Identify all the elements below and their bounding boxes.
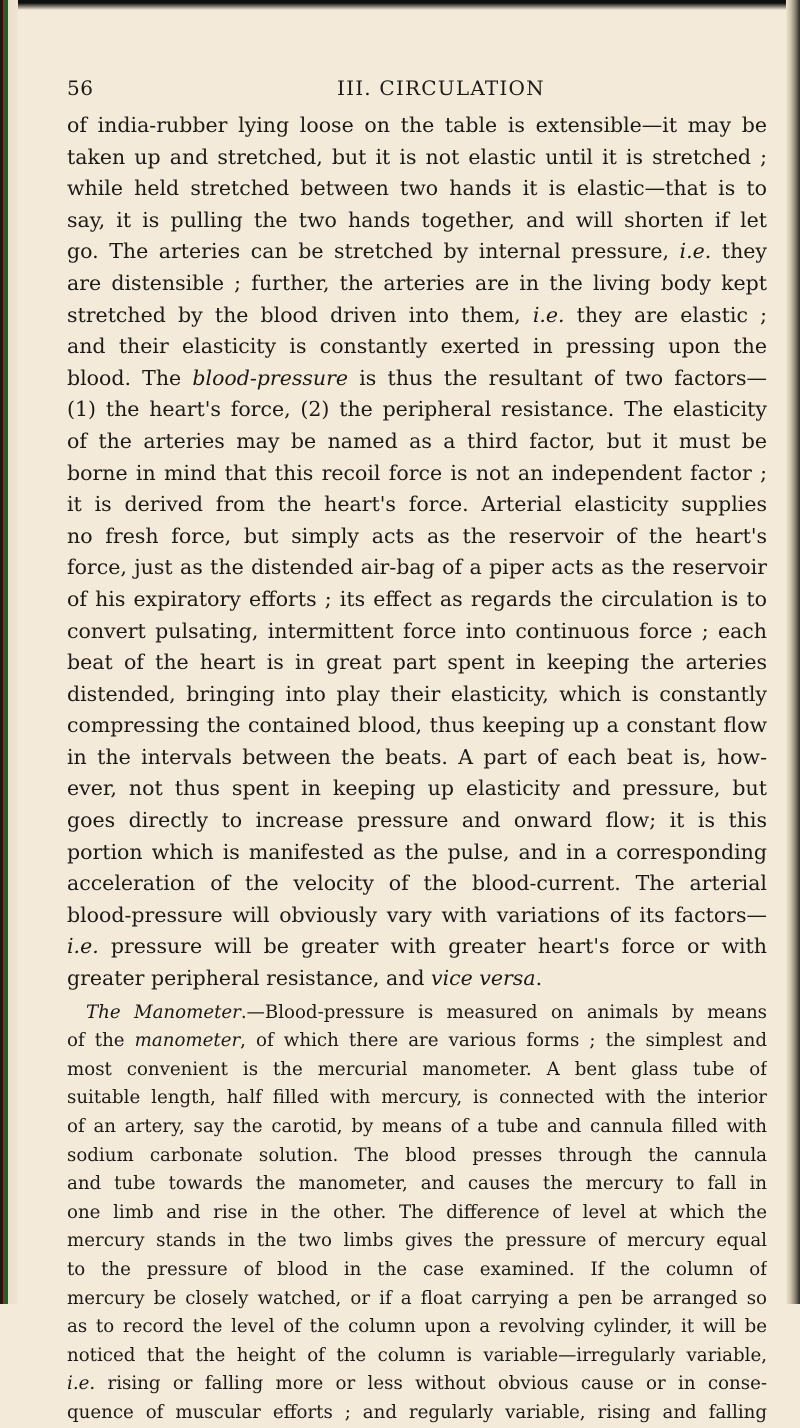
text-line: compressing the contained blood, thus keeping up a constant flow [67,713,767,738]
text-line: taken up and stretched, but it is not elastic until it is stretched ; [67,144,767,169]
page-header [67,70,767,110]
text-line: quence of muscular efforts ; and regularly variable, rising and falling [67,1401,767,1423]
text-line: suitable length, half filled with mercury, is connected with the interior [67,1087,767,1109]
text-line: blood-pressure will obviously vary with variations of its factors— [67,902,767,927]
text-line: and their elasticity is constantly exerted in pressing upon the [67,334,767,359]
running-title: III. CIRCULATION [337,76,545,100]
main-paragraph [67,110,767,995]
manometer-paragraph [67,999,767,1428]
text-line: are distensible ; further, the arteries are in the living body kept [67,270,767,295]
text-line: most convenient is the mercurial manometer. A bent glass tube of [67,1058,767,1080]
text-line: The Manometer.—Blood-pressure is measured on animals by means [86,1001,767,1023]
text-line: as to record the level of the column upon a revolving cylinder, it will be [67,1316,767,1338]
page-top-shadow [0,0,800,10]
text-line: blood. The blood-pressure is thus the resultant of two factors— [67,365,767,390]
text-line: distended, bringing into play their elasticity, which is constantly [67,681,767,706]
text-line: convert pulsating, intermittent force into continuous force ; each [67,618,767,643]
text-line: acceleration of the velocity of the blood-current. The arterial [67,871,767,896]
text-line: and tube towards the manometer, and causes the mercury to fall in [67,1173,767,1195]
text-line: mercury stands in the two limbs gives the pressure of mercury equal [67,1230,767,1252]
text-line: stretched by the blood driven into them, i.e. they are elastic ; [67,302,767,327]
text-line: beat of the heart is in great part spent in keeping the arteries [67,650,767,675]
text-line: portion which is manifested as the pulse, and in a corresponding [67,839,767,864]
text-line: noticed that the height of the column is variable—irregularly variable, [67,1344,767,1366]
text-line: to the pressure of blood in the case examined. If the column of [67,1258,767,1280]
text-line: force, just as the distended air-bag of a piper acts as the reservoir [67,555,767,580]
text-line: it is derived from the heart's force. Arterial elasticity supplies [67,492,767,517]
text-line: mercury be closely watched, or if a float carrying a pen be arranged so [67,1287,767,1309]
page-number: 56 [67,76,94,100]
text-line: goes directly to increase pressure and onward flow; it is this [67,808,767,833]
text-line: of his expiratory efforts ; its effect as regards the circulation is to [67,586,767,611]
page-right-shadow [786,0,800,1304]
text-line: borne in mind that this recoil force is not an independent factor ; [67,460,767,485]
text-line: no fresh force, but simply acts as the reservoir of the heart's [67,523,767,548]
text-line: of india-rubber lying loose on the table is extensible—it may be [67,113,767,137]
text-line: one limb and rise in the other. The difference of level at which the [67,1201,767,1223]
text-line: i.e. rising or falling more or less without obvious cause or in conse- [67,1373,767,1395]
text-line: say, it is pulling the two hands together, and will shorten if let [67,207,767,232]
text-line: of the manometer, of which there are various forms ; the simplest and [67,1030,767,1052]
text-line: while held stretched between two hands it is elastic—that is to [67,176,767,201]
text-line: i.e. pressure will be greater with greater heart's force or with [67,934,767,959]
text-line: go. The arteries can be stretched by internal pressure, i.e. they [67,239,767,264]
text-line: greater peripheral resistance, and vice versa. [67,966,543,991]
text-line: of an artery, say the carotid, by means of a tube and cannula filled with [67,1116,767,1137]
text-line: ever, not thus spent in keeping up elasticity and pressure, but [67,776,767,801]
text-line: in the intervals between the beats. A part of each beat is, how- [67,744,767,769]
book-binding-edge [0,0,18,1304]
text-line: (1) the heart's force, (2) the peripheral resistance. The elasticity [67,397,767,422]
text-line: sodium carbonate solution. The blood presses through the cannula [67,1144,767,1166]
text-line: of the arteries may be named as a third factor, but it must be [67,428,767,453]
book-page [67,70,767,1428]
